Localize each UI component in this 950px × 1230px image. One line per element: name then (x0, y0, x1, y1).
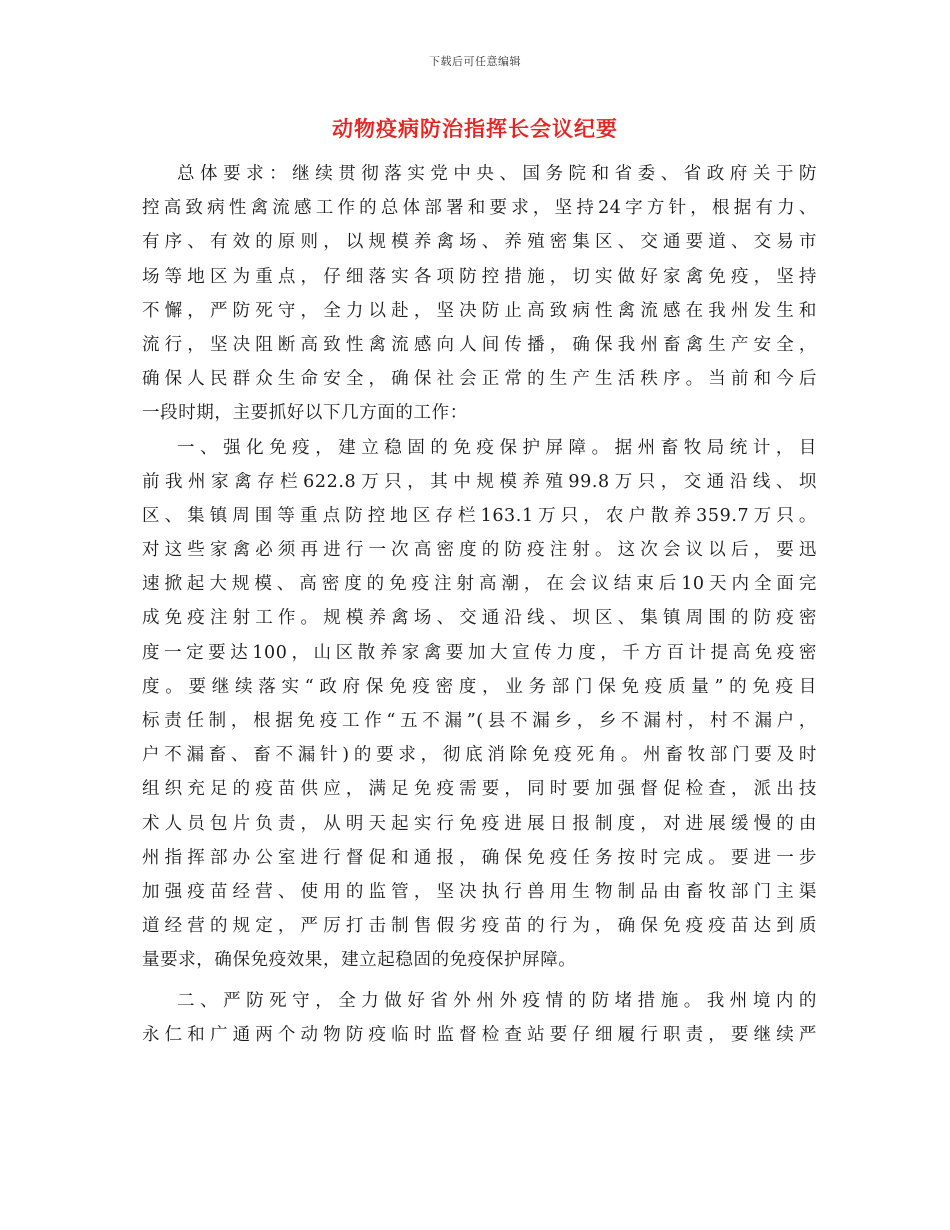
text-line: 场等地区为重点，仔细落实各项防控措施，切实做好家禽免疫，坚持 (142, 266, 817, 287)
text-line: 有序、有效的原则，以规模养禽场、养殖密集区、交通要道、交易市 (142, 232, 817, 253)
text-line: 州指挥部办公室进行督促和通报，确保免疫任务按时完成。要进一步 (142, 847, 817, 868)
text-line: 度。要继续落实“政府保免疫密度，业务部门保免疫质量”的免疫目 (142, 676, 817, 697)
text-line: 度一定要达100，山区散养家禽要加大宣传力度，千方百计提高免疫密 (142, 642, 817, 663)
paragraph-immunization (142, 431, 817, 978)
text-line: 区、集镇周围等重点防控地区存栏163.1万只，农户散养359.7万只。 (142, 505, 817, 526)
document-title: 动物疫病防治指挥长会议纪要 (332, 116, 618, 141)
header-note: 下载后可任意编辑 (429, 55, 521, 68)
document-body (142, 157, 817, 1052)
text-line: 一段时期，主要抓好以下几方面的工作： (142, 403, 468, 424)
text-line: 二、严防死守，全力做好省外州外疫情的防堵措施。我州境内的 (177, 990, 817, 1011)
text-line: 对这些家禽必须再进行一次高密度的防疫注射。这次会议以后，要迅 (142, 540, 817, 561)
text-line: 道经营的规定，严厉打击制售假劣疫苗的行为，确保免疫疫苗达到质 (142, 916, 817, 937)
text-line: 成免疫注射工作。规模养禽场、交通沿线、坝区、集镇周围的防疫密 (142, 608, 817, 629)
text-line: 不懈，严防死守，全力以赴，坚决防止高致病性禽流感在我州发生和 (142, 300, 817, 321)
text-line: 术人员包片负责，从明天起实行免疫进展日报制度，对进展缓慢的由 (142, 813, 817, 834)
text-line: 永仁和广通两个动物防疫临时监督检查站要仔细履行职责，要继续严 (142, 1024, 817, 1045)
text-line: 组织充足的疫苗供应，满足免疫需要，同时要加强督促检查，派出技 (142, 779, 817, 800)
text-line: 总体要求：继续贯彻落实党中央、国务院和省委、省政府关于防 (177, 164, 817, 184)
text-line: 标责任制，根据免疫工作“五不漏”(县不漏乡，乡不漏村，村不漏户， (142, 711, 817, 731)
text-line: 流行，坚决阻断高致性禽流感向人间传播，确保我州畜禽生产安全， (142, 334, 817, 355)
text-line: 前我州家禽存栏622.8万只，其中规模养殖99.8万只，交通沿线、坝 (142, 471, 817, 492)
paragraph-epidemic-prevention (142, 984, 817, 1052)
text-line: 控高致病性禽流感工作的总体部署和要求，坚持24字方针，根据有力、 (142, 198, 817, 219)
text-line: 速掀起大规模、高密度的免疫注射高潮，在会议结束后10天内全面完 (142, 574, 817, 595)
paragraph-general-requirements (142, 157, 817, 431)
text-line: 户不漏畜、畜不漏针)的要求，彻底消除免疫死角。州畜牧部门要及时 (142, 745, 817, 766)
text-line: 量要求，确保免疫效果，建立起稳固的免疫保护屏障。 (142, 950, 577, 971)
text-line: 确保人民群众生命安全，确保社会正常的生产生活秩序。当前和今后 (142, 369, 817, 390)
text-line: 加强疫苗经营、使用的监管，坚决执行兽用生物制品由畜牧部门主渠 (142, 881, 817, 902)
text-line: 一、强化免疫，建立稳固的免疫保护屏障。据州畜牧局统计，目 (177, 437, 817, 458)
